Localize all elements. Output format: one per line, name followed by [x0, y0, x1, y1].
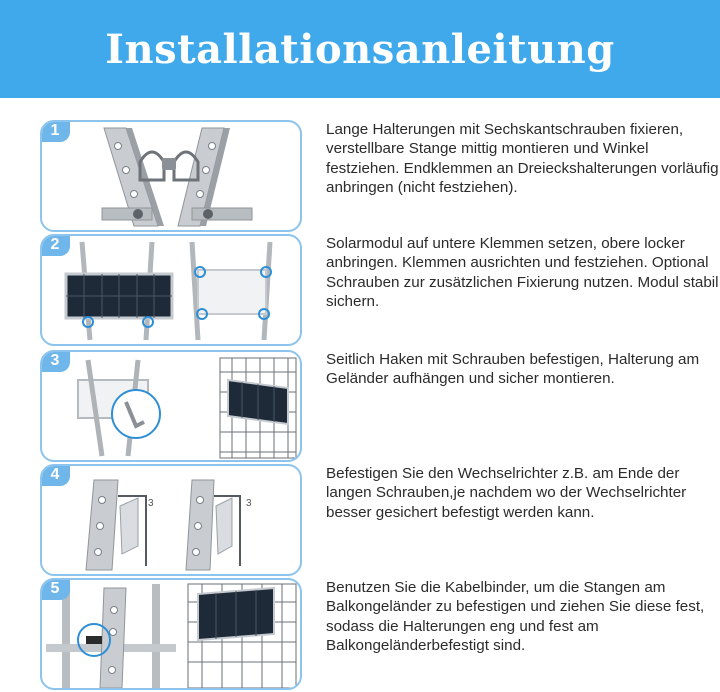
- step-5-image: [40, 578, 302, 690]
- step-3-description: Seitlich Haken mit Schrauben befestigen, Halterung am Geländer aufhängen und sicher montieren.: [326, 351, 700, 388]
- step-3-image: [40, 350, 302, 462]
- step-number-badge: 3: [40, 350, 70, 372]
- svg-text:3: 3: [148, 498, 154, 509]
- title-banner: [0, 0, 720, 98]
- step-number-badge: 2: [40, 234, 70, 256]
- step-1-image: [40, 120, 302, 232]
- page-title: Installationsanleitung: [105, 25, 615, 73]
- step-2-description: Solarmodul auf untere Klemmen setzen, obere locker anbringen. Klemmen ausrichten und festziehen. Optional Schrauben zur zusätzlichen Fixierung nutzen. Modul stabil sichern.: [326, 235, 719, 311]
- step-2-image: [40, 234, 302, 346]
- step-4-image: [40, 464, 302, 576]
- step-number-badge: 5: [40, 578, 70, 600]
- step-1-description: Lange Halterungen mit Sechskantschrauben fixieren, verstellbare Stange mittig montieren und Winkel festziehen. Endklemmen an Dreieckshalterungen vorläufig anbringen (nicht festziehen).: [326, 121, 719, 197]
- step-4-description: Befestigen Sie den Wechselrichter z.B. am Ende der langen Schrauben,je nachdem wo der Wechselrichter besser gesichert befestigt werden kann.: [326, 465, 687, 521]
- step-5-description: Benutzen Sie die Kabelbinder, um die Stangen am Balkongeländer zu befestigen und ziehen Sie diese fest, sodass die Halterungen eng und fest am Balkongeländerbefestigt sind.: [326, 579, 705, 655]
- step-number-badge: 4: [40, 464, 70, 486]
- svg-text:3: 3: [246, 498, 252, 509]
- step-number-badge: 1: [40, 120, 70, 142]
